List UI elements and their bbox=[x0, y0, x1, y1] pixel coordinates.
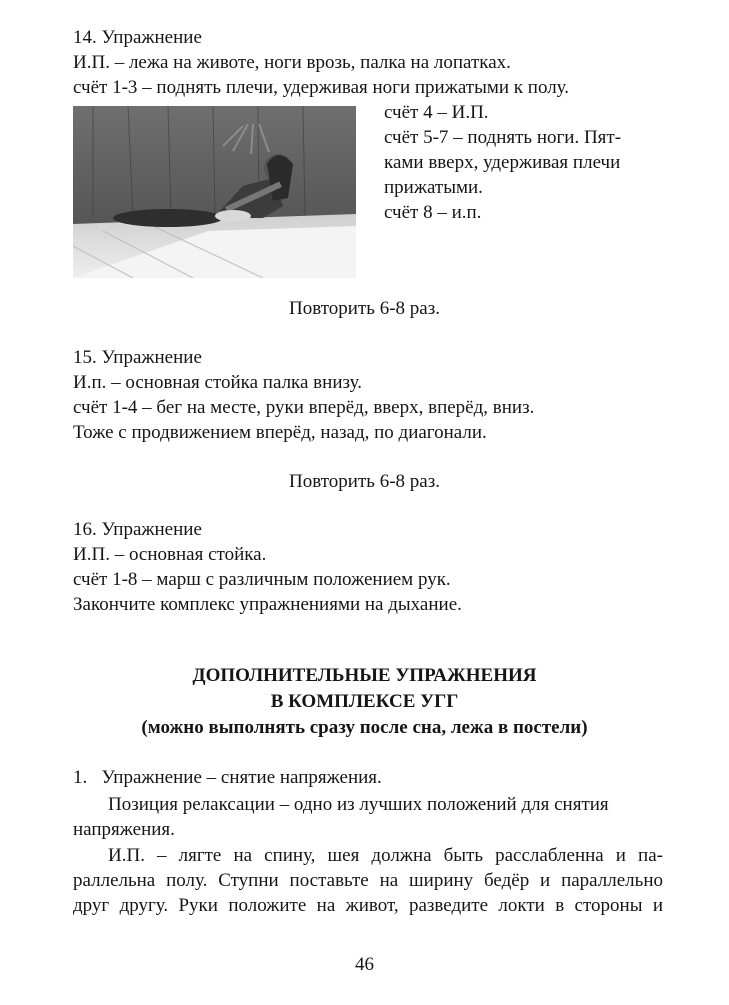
exercise-16-line-3: Закончите комплекс упражнениями на дыхание. bbox=[73, 594, 462, 615]
exercise-14-right-3: ками вверх, удерживая плечи bbox=[384, 152, 621, 173]
exercise-14-right-1: счёт 4 – И.П. bbox=[384, 102, 489, 123]
exercise-14-right-5: счёт 8 – и.п. bbox=[384, 202, 482, 223]
exercise-14-line-2: счёт 1-3 – поднять плечи, удерживая ноги прижатыми к полу. bbox=[73, 77, 570, 98]
item-1-para-1-line-2: напряжения. bbox=[73, 819, 175, 840]
exercise-15-line-1: И.п. – основная стойка палка внизу. bbox=[73, 372, 362, 393]
exercise-14-right-2: счёт 5-7 – поднять ноги. Пят- bbox=[384, 127, 622, 148]
exercise-photo bbox=[73, 106, 356, 278]
item-1-para-1-line-1: Позиция релаксации – одно из лучших положений для снятия bbox=[108, 794, 609, 815]
exercise-14-right-4: прижатыми. bbox=[384, 177, 483, 198]
exercise-15-repeat: Повторить 6-8 раз. bbox=[289, 471, 440, 492]
exercise-16-line-1: И.П. – основная стойка. bbox=[73, 544, 267, 565]
page-number: 46 bbox=[355, 954, 374, 975]
item-1-para-2-line-1: И.П. – лягте на спину, шея должна быть расслабленна и па- bbox=[108, 845, 663, 866]
exercise-14-repeat: Повторить 6-8 раз. bbox=[289, 298, 440, 319]
exercise-15-line-3: Тоже с продвижением вперёд, назад, по диагонали. bbox=[73, 422, 487, 443]
exercise-14-line-1: И.П. – лежа на животе, ноги врозь, палка на лопатках. bbox=[73, 52, 511, 73]
item-1-title: 1. Упражнение – снятие напряжения. bbox=[73, 767, 382, 788]
exercise-14-title: 14. Упражнение bbox=[73, 27, 202, 48]
section-heading-line-2: В КОМПЛЕКСЕ УГГ bbox=[270, 691, 459, 712]
section-heading-line-1: ДОПОЛНИТЕЛЬНЫЕ УПРАЖНЕНИЯ bbox=[192, 665, 537, 686]
exercise-16-line-2: счёт 1-8 – марш с различным положением рук. bbox=[73, 569, 451, 590]
item-1-para-2-line-2: раллельна полу. Ступни поставьте на ширину бедёр и параллельно bbox=[73, 870, 663, 891]
exercise-16-title: 16. Упражнение bbox=[73, 519, 202, 540]
exercise-15-title: 15. Упражнение bbox=[73, 347, 202, 368]
section-subheading: (можно выполнять сразу после сна, лежа в постели) bbox=[141, 717, 588, 738]
exercise-15-line-2: счёт 1-4 – бег на месте, руки вперёд, вверх, вперёд, вниз. bbox=[73, 397, 535, 418]
item-1-para-2-line-3: друг другу. Руки положите на живот, разведите локти в стороны и bbox=[73, 895, 663, 916]
